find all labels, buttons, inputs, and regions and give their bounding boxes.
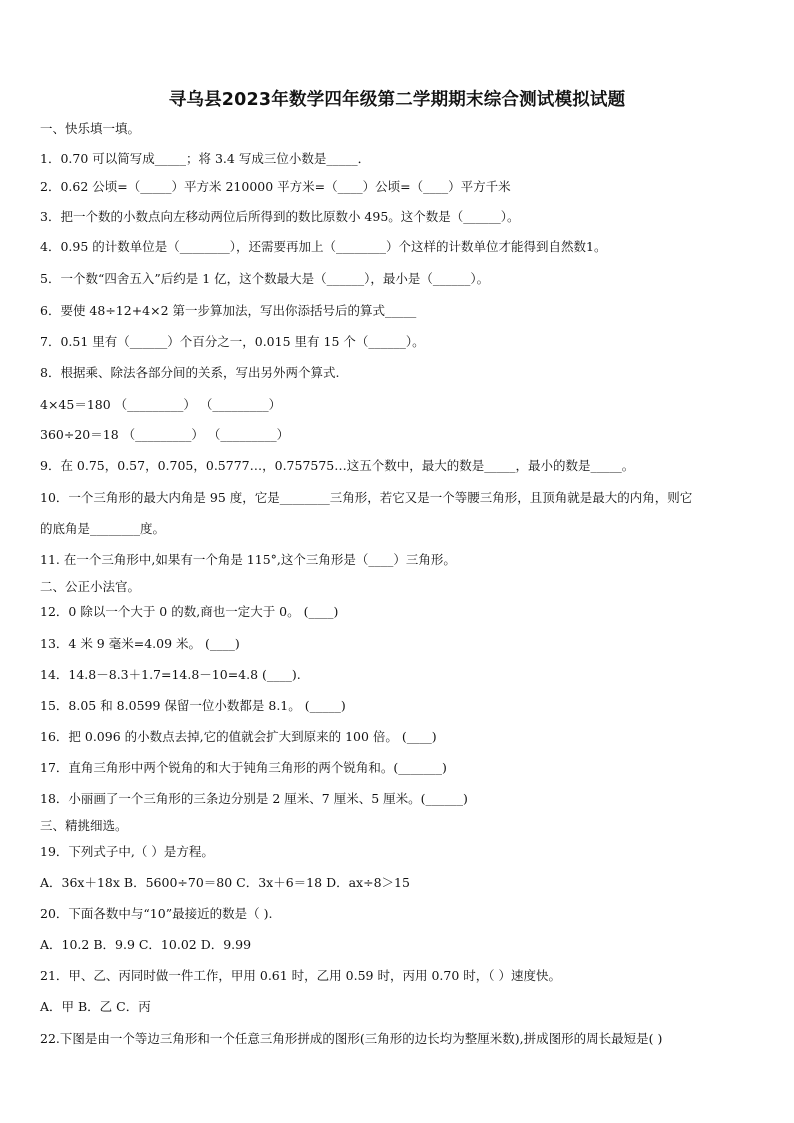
question-line: 360÷20＝18 （_________） （_________）	[40, 427, 290, 442]
question-line: 2．0.62 公顷=（_____）平方米 210000 平方米=（____）公顷=（____）平方千米	[40, 179, 511, 194]
question-line: 17．直角三角形中两个锐角的和大于钝角三角形的两个锐角和。(_______)	[40, 760, 447, 775]
question-line: 21．甲、乙、丙同时做一件工作，甲用 0.61 时，乙用 0.59 时，丙用 0.70 时，（ ）速度快。	[40, 968, 561, 983]
question-line: 3．把一个数的小数点向左移动两位后所得到的数比原数小 495。这个数是（______）。	[40, 209, 520, 224]
question-line: 14．14.8－8.3＋1.7=14.8－10=4.8 (____).	[40, 667, 301, 682]
question-line: 19．下列式子中,（ ）是方程。	[40, 844, 214, 859]
question-line: 10．一个三角形的最大内角是 95 度，它是________三角形，若它又是一个等腰三角形，且顶角就是最大的内角，则它	[40, 490, 693, 505]
question-line: A．甲 B．乙 C．丙	[40, 999, 151, 1014]
question-line: 18．小丽画了一个三角形的三条边分别是 2 厘米、7 厘米、5 厘米。(______)	[40, 791, 468, 806]
page-title: 寻乌县2023年数学四年级第二学期期末综合测试模拟试题	[168, 90, 626, 110]
question-line: A．10.2 B．9.9 C．10.02 D．9.99	[40, 937, 252, 952]
question-line: 11. 在一个三角形中,如果有一个角是 115°,这个三角形是（____）三角形。	[40, 552, 456, 567]
question-line: 15．8.05 和 8.0599 保留一位小数都是 8.1。 (_____)	[40, 698, 346, 713]
question-line: 9．在 0.75，0.57，0.705，0.5777…，0.757575…这五个数中，最大的数是_____，最小的数是_____。	[40, 458, 635, 473]
question-line: A．36x＋18x B．5600÷70＝80 C．3x＋6＝18 D．ax÷8＞15	[40, 875, 410, 890]
question-line: 12．0 除以一个大于 0 的数,商也一定大于 0。 (____)	[40, 604, 339, 619]
question-line: 16．把 0.096 的小数点去掉,它的值就会扩大到原来的 100 倍。 (____)	[40, 729, 437, 744]
question-line: 4×45＝180 （_________） （_________）	[40, 397, 282, 412]
question-line: 的底角是________度。	[40, 521, 166, 536]
section-heading: 二、公正小法官。	[40, 579, 141, 594]
question-line: 6．要使 48÷12+4×2 第一步算加法，写出你添括号后的算式_____	[40, 303, 417, 318]
section-heading: 一、快乐填一填。	[40, 121, 141, 136]
question-line: 7．0.51 里有（______）个百分之一，0.015 里有 15 个（______）。	[40, 334, 425, 349]
question-line: 13．4 米 9 毫米=4.09 米。 (____)	[40, 636, 240, 651]
question-line: 22.下图是由一个等边三角形和一个任意三角形拼成的图形(三角形的边长均为整厘米数),拼成图形的周长最短是( )	[40, 1031, 663, 1046]
section-heading: 三、精挑细选。	[40, 818, 128, 833]
question-line: 1．0.70 可以简写成_____；将 3.4 写成三位小数是_____．	[40, 151, 371, 166]
question-line: 4．0.95 的计数单位是（________），还需要再加上（________）个这样的计数单位才能得到自然数1。	[40, 239, 607, 254]
question-line: 20．下面各数中与“10”最接近的数是（ ).	[40, 906, 273, 921]
question-line: 8．根据乘、除法各部分间的关系，写出另外两个算式.	[40, 365, 340, 380]
question-line: 5．一个数“四舍五入”后约是 1 亿，这个数最大是（______），最小是（______）。	[40, 271, 490, 286]
